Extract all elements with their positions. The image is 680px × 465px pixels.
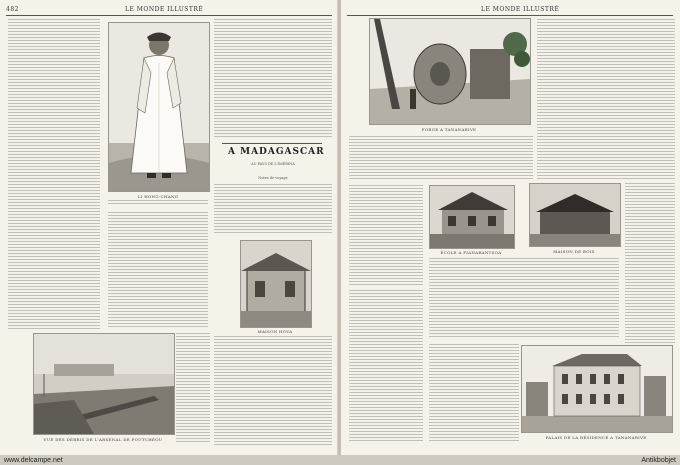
mill-caption: FORGE A TANANARIVE (421, 127, 477, 132)
article-subtitle: AU PAYS DE L'IMÉRINA (251, 162, 295, 166)
masthead-right: LE MONDE ILLUSTRÉ (481, 6, 560, 13)
text-column (108, 212, 208, 327)
portrait-caption: LI HONG-CHANG (137, 194, 179, 199)
chalet-caption: ÉCOLE A FIANARANTSOA (440, 250, 502, 255)
caption-subline (108, 200, 208, 206)
article-byline: Notes de voyage (258, 176, 288, 180)
text-column (214, 336, 332, 446)
footer-source-left[interactable]: www.delcampe.net (4, 457, 63, 464)
house-drawing (241, 241, 311, 327)
text-column (214, 19, 332, 139)
text-column (429, 258, 619, 338)
text-column (429, 344, 519, 442)
article-rule (222, 143, 322, 144)
text-column (349, 136, 533, 180)
bridge-caption: VUE DES DÉBRIS DE L'ARSENAL DE FOUTCHÉOU (43, 437, 163, 442)
text-column (176, 333, 210, 443)
wood-house-illustration (529, 183, 621, 247)
left-page (0, 0, 338, 455)
chalet-drawing (430, 186, 514, 248)
house-caption: MAISON HOVA (257, 329, 293, 334)
header-rule-left (6, 15, 332, 16)
text-column (349, 290, 423, 442)
mill-illustration (369, 18, 531, 125)
header-rule-right (347, 15, 673, 16)
house-street-illustration (240, 240, 312, 328)
text-column (8, 19, 100, 329)
bridge-illustration (33, 333, 175, 435)
millstone-drawing (370, 19, 530, 124)
text-column (537, 19, 675, 179)
building-illustration (521, 345, 673, 433)
wood-house-drawing (530, 184, 620, 246)
harbour-drawing (34, 334, 174, 434)
text-column (625, 183, 675, 343)
residence-drawing (522, 346, 672, 432)
standing-figure-drawing (109, 23, 209, 191)
chalet-illustration (429, 185, 515, 249)
right-page (341, 0, 680, 455)
masthead-left: LE MONDE ILLUSTRÉ (125, 6, 204, 13)
building-caption: PALAIS DE LA RÉSIDENCE A TANANARIVE (545, 435, 647, 440)
page-number-left: 482 (6, 6, 19, 13)
article-title: A MADAGASCAR (228, 147, 325, 157)
text-column (214, 184, 332, 234)
wood-house-caption: MAISON DE BOIS (553, 249, 595, 254)
footer-source-right: Antikbobjet (641, 457, 676, 464)
text-column (349, 185, 423, 285)
portrait-illustration (108, 22, 210, 192)
